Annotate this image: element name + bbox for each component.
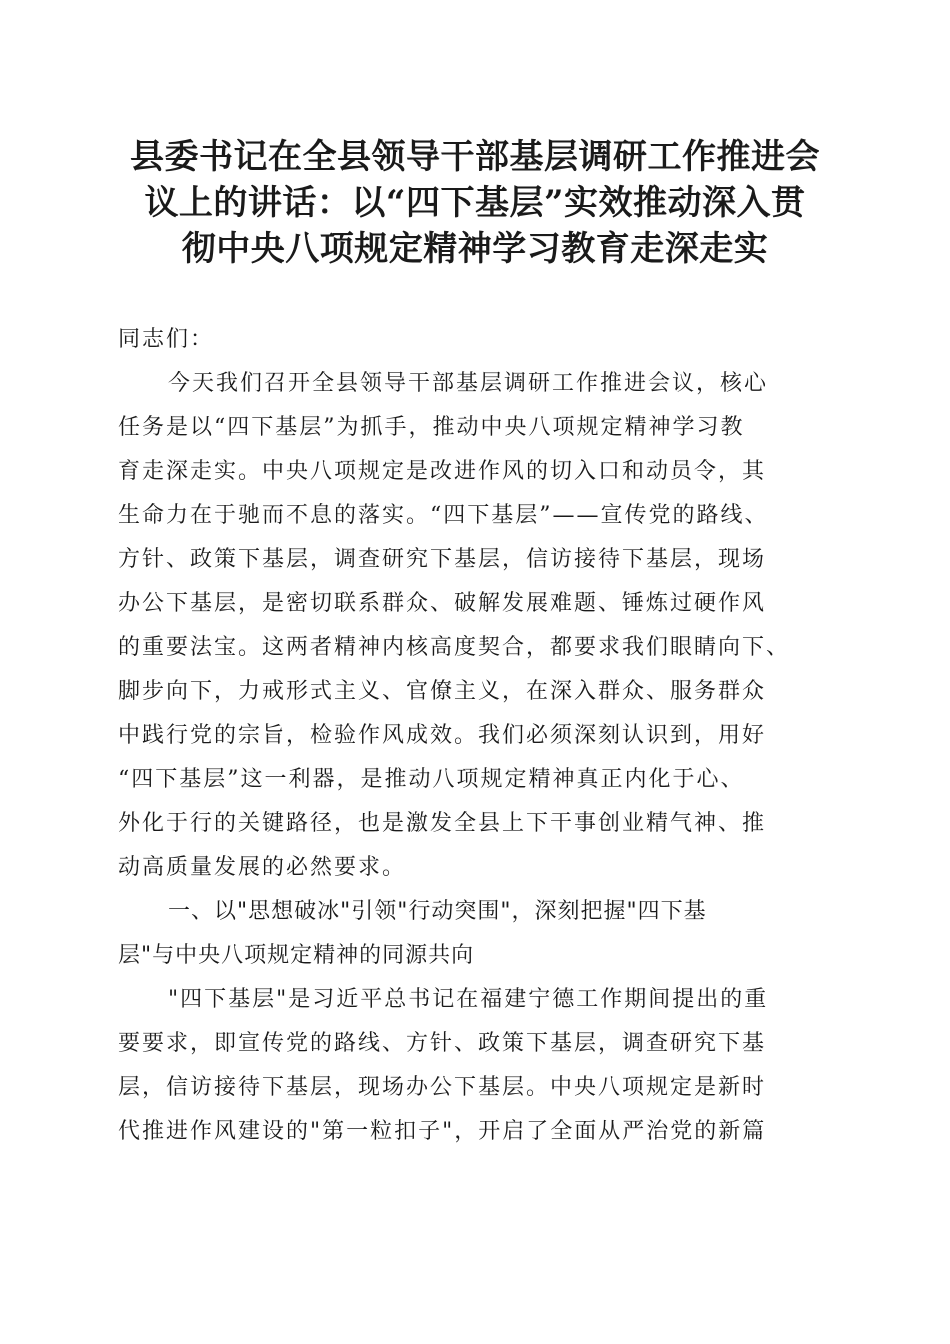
salutation-text: 同志们： (118, 327, 215, 352)
paragraph-line: 的重要法宝。这两者精神内核高度契合，都要求我们眼睛向下、 (118, 635, 791, 660)
paragraph-line: 要要求，即宣传党的路线、方针、政策下基层，调查研究下基 (118, 1031, 767, 1056)
intro-paragraph (118, 362, 832, 890)
document-title (118, 134, 832, 272)
heading-line: 一、以"思想破冰"引领"行动突围"，深刻把握"四下基 (168, 899, 707, 924)
heading-line: 层"与中央八项规定精神的同源共向 (118, 943, 475, 968)
paragraph-line: 方针、政策下基层，调查研究下基层，信访接待下基层，现场 (118, 547, 767, 572)
section-heading (118, 890, 832, 978)
document-body (118, 318, 832, 1154)
section-paragraph (118, 978, 832, 1154)
title-line: 彻中央八项规定精神学习教育走深走实 (181, 229, 769, 269)
paragraph-line: 育走深走实。中央八项规定是改进作风的切入口和动员令，其 (118, 459, 767, 484)
salutation (118, 318, 832, 362)
paragraph-line: 层，信访接待下基层，现场办公下基层。中央八项规定是新时 (118, 1075, 767, 1100)
paragraph-line: 办公下基层，是密切联系群众、破解发展难题、锤炼过硬作风 (118, 591, 767, 616)
paragraph-line: 脚步向下，力戒形式主义、官僚主义，在深入群众、服务群众 (118, 679, 767, 704)
paragraph-line: 任务是以“四下基层”为抓手，推动中央八项规定精神学习教 (118, 415, 745, 440)
paragraph-line: 今天我们召开全县领导干部基层调研工作推进会议，核心 (168, 371, 769, 396)
paragraph-line: 动高质量发展的必然要求。 (118, 855, 407, 880)
title-line: 议上的讲话：以“四下基层”实效推动深入贯 (144, 183, 806, 223)
title-line: 县委书记在全县领导干部基层调研工作推进会 (130, 137, 820, 177)
paragraph-line: 中践行党的宗旨，检验作风成效。我们必须深刻认识到，用好 (118, 723, 767, 748)
paragraph-line: 生命力在于驰而不息的落实。“四下基层”——宣传党的路线、 (118, 503, 769, 528)
paragraph-line: “四下基层”这一利器，是推动八项规定精神真正内化于心、 (118, 767, 745, 792)
paragraph-line: "四下基层"是习近平总书记在福建宁德工作期间提出的重 (168, 987, 769, 1012)
paragraph-line: 代推进作风建设的"第一粒扣子"，开启了全面从严治党的新篇 (118, 1119, 767, 1144)
paragraph-line: 外化于行的关键路径，也是激发全县上下干事创业精气神、推 (118, 811, 767, 836)
